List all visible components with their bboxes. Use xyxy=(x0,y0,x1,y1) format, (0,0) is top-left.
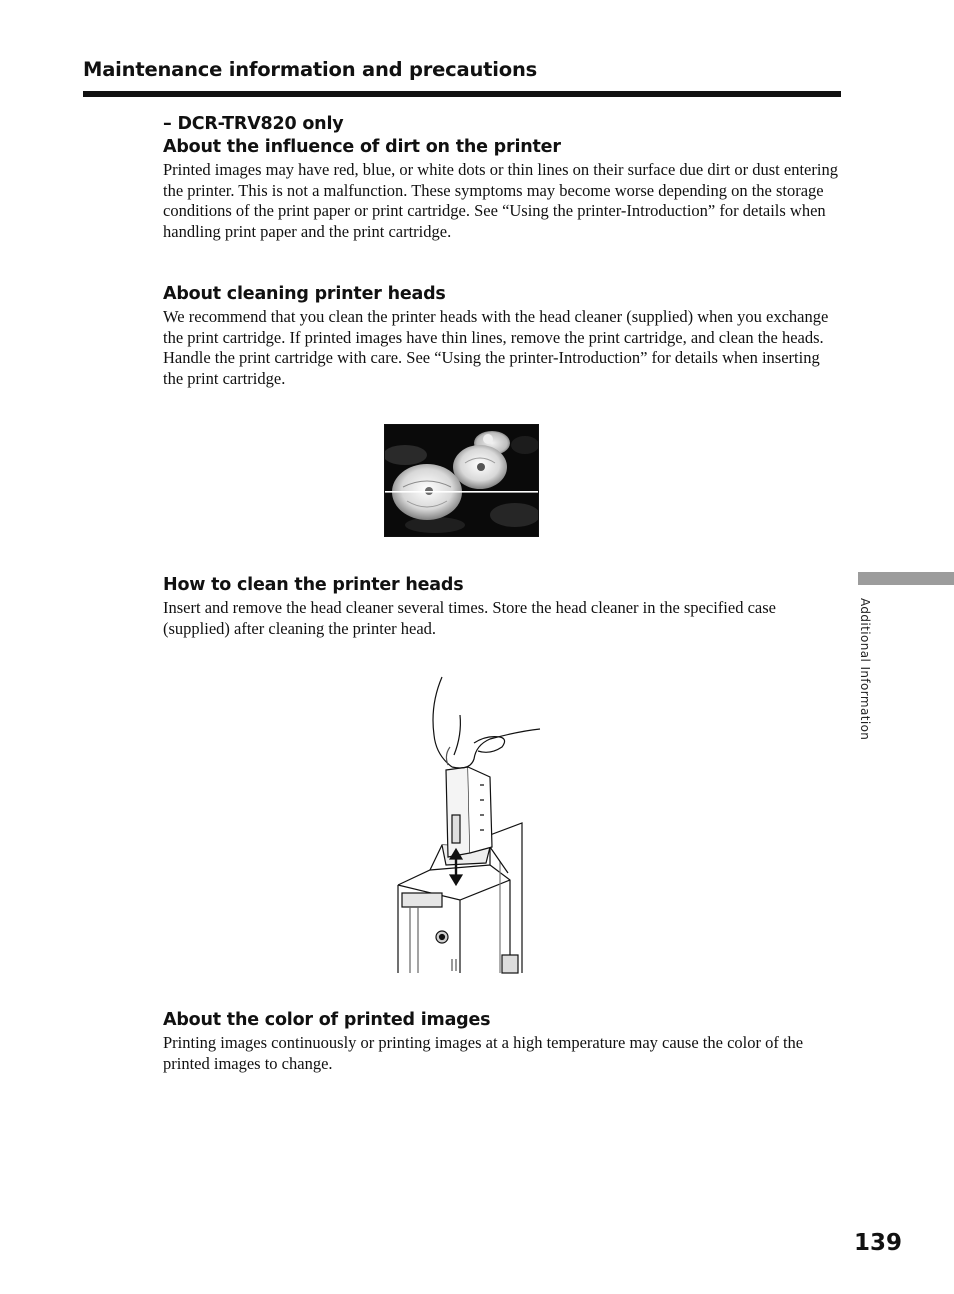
head-cleaner-illustration xyxy=(390,675,550,975)
side-tab-label: Additional Information xyxy=(858,598,872,741)
heading-color: About the color of printed images xyxy=(163,1010,491,1030)
side-tab-marker xyxy=(858,572,954,585)
section-dirt xyxy=(163,113,843,243)
body-dirt: Printed images may have red, blue, or white dots or thin lines on their surface due dirt or dust entering the printer. This is not a malfunction. These symptoms may become worse depending on the storage conditions of the print paper or print cartridge. See “Using the printer-Introduction” for details when handling print paper and the print cartridge. xyxy=(163,160,838,242)
body-how-to: Insert and remove the head cleaner several times. Store the head cleaner in the specified case (supplied) after cleaning the printer head. xyxy=(163,598,776,638)
heading-dirt: About the influence of dirt on the printer xyxy=(163,137,561,157)
model-note: – DCR-TRV820 only xyxy=(163,114,344,134)
body-cleaning: We recommend that you clean the printer heads with the head cleaner (supplied) when you exchange the print cartridge. If printed images have thin lines, remove the print cartridge, and clean the heads. Handle the print cartridge with care. See “Using the printer-Introduction” for details when inserting the print cartridge. xyxy=(163,307,829,389)
section-how-to xyxy=(163,574,843,639)
section-cleaning xyxy=(163,283,843,390)
page-section-title: Maintenance information and precautions xyxy=(83,58,538,81)
section-color xyxy=(163,1009,843,1074)
header-rule xyxy=(83,91,841,97)
heading-how-to: How to clean the printer heads xyxy=(163,575,464,595)
flower-print-sample-image xyxy=(384,424,539,537)
page-number: 139 xyxy=(854,1230,903,1256)
body-color: Printing images continuously or printing images at a high temperature may cause the color of the printed images to change. xyxy=(163,1033,804,1073)
heading-cleaning: About cleaning printer heads xyxy=(163,284,446,304)
